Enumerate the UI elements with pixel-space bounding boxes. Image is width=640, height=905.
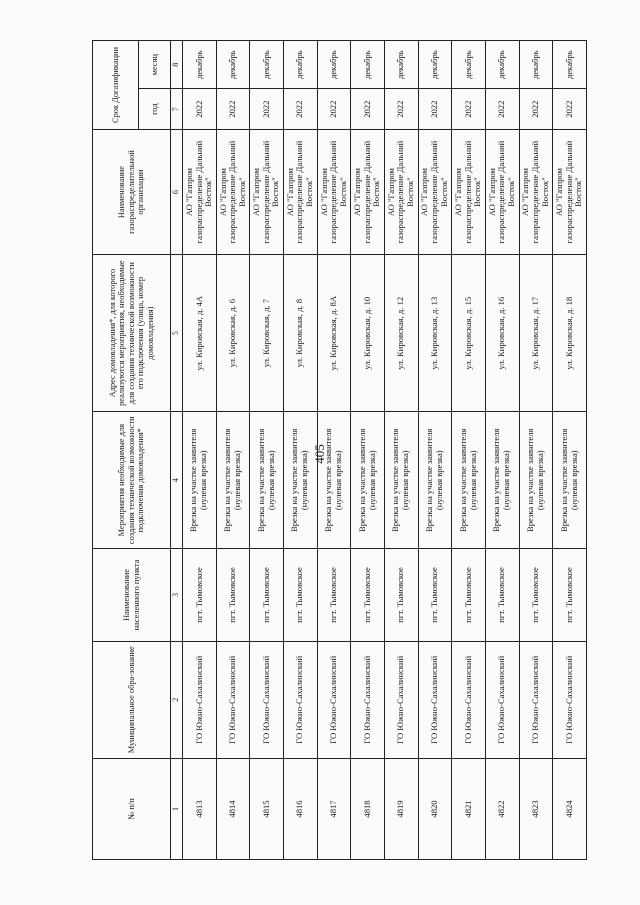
event-cell: Врезка на участке заявителя (нулевая врезка) [418, 412, 452, 549]
municipality-cell: ГО Южно-Сахалинский [519, 641, 553, 758]
settlement-cell: пгт. Тымовское [216, 549, 250, 641]
month-cell: декабрь [553, 41, 587, 89]
row-number: 4817 [317, 759, 351, 860]
event-cell: Врезка на участке заявителя (нулевая врезка) [384, 412, 418, 549]
settlement-cell: пгт. Тымовское [283, 549, 317, 641]
column-number: 6 [171, 130, 183, 255]
event-cell: Врезка на участке заявителя (нулевая врезка) [317, 412, 351, 549]
column-number: 7 [171, 89, 183, 130]
row-number: 4813 [183, 759, 217, 860]
settlement-cell: пгт. Тымовское [384, 549, 418, 641]
municipality-cell: ГО Южно-Сахалинский [452, 641, 486, 758]
address-cell: ул. Кировская, д. 15 [452, 255, 486, 412]
header-settlement: Наименование населенного пункта [93, 549, 171, 641]
organization-cell: АО "Газпром газораспределение Дальний Восток" [250, 130, 284, 255]
header-row [93, 41, 139, 860]
event-cell: Врезка на участке заявителя (нулевая врезка) [216, 412, 250, 549]
address-cell: ул. Кировская, д. 8А [317, 255, 351, 412]
table-row [384, 41, 418, 860]
year-cell: 2022 [216, 89, 250, 130]
table-row [485, 41, 519, 860]
month-cell: декабрь [418, 41, 452, 89]
year-cell: 2022 [519, 89, 553, 130]
organization-cell: АО "Газпром газораспределение Дальний Восток" [384, 130, 418, 255]
address-cell: ул. Кировская, д. 16 [485, 255, 519, 412]
settlement-cell: пгт. Тымовское [519, 549, 553, 641]
address-cell: ул. Кировская, д. 10 [351, 255, 385, 412]
header-event: Мероприятия необходимые для создания технической возможности подключения домовладения* [93, 412, 171, 549]
settlement-cell: пгт. Тымовское [485, 549, 519, 641]
organization-cell: АО "Газпром газораспределение Дальний Восток" [418, 130, 452, 255]
page-number: 405 [312, 444, 327, 464]
settlement-cell: пгт. Тымовское [553, 549, 587, 641]
year-cell: 2022 [452, 89, 486, 130]
month-cell: декабрь [384, 41, 418, 89]
column-number: 8 [171, 41, 183, 89]
address-cell: ул. Кировская, д. 6 [216, 255, 250, 412]
year-cell: 2022 [250, 89, 284, 130]
header-organization: Наименование газораспределительной организации [93, 130, 171, 255]
organization-cell: АО "Газпром газораспределение Дальний Восток" [485, 130, 519, 255]
settlement-cell: пгт. Тымовское [317, 549, 351, 641]
event-cell: Врезка на участке заявителя (нулевая врезка) [519, 412, 553, 549]
year-cell: 2022 [351, 89, 385, 130]
year-cell: 2022 [553, 89, 587, 130]
row-number: 4814 [216, 759, 250, 860]
table-row [317, 41, 351, 860]
header-num: № п/п [93, 759, 171, 860]
year-cell: 2022 [418, 89, 452, 130]
month-cell: декабрь [519, 41, 553, 89]
header-term: Срок Догазификации [93, 41, 139, 130]
year-cell: 2022 [384, 89, 418, 130]
municipality-cell: ГО Южно-Сахалинский [283, 641, 317, 758]
municipality-cell: ГО Южно-Сахалинский [485, 641, 519, 758]
address-cell: ул. Кировская, д. 13 [418, 255, 452, 412]
municipality-cell: ГО Южно-Сахалинский [553, 641, 587, 758]
municipality-cell: ГО Южно-Сахалинский [351, 641, 385, 758]
row-number: 4818 [351, 759, 385, 860]
organization-cell: АО "Газпром газораспределение Дальний Восток" [216, 130, 250, 255]
event-cell: Врезка на участке заявителя (нулевая врезка) [283, 412, 317, 549]
month-cell: декабрь [452, 41, 486, 89]
event-cell: Врезка на участке заявителя (нулевая врезка) [250, 412, 284, 549]
year-cell: 2022 [317, 89, 351, 130]
table-row [250, 41, 284, 860]
organization-cell: АО "Газпром газораспределение Дальний Восток" [519, 130, 553, 255]
municipality-cell: ГО Южно-Сахалинский [250, 641, 284, 758]
address-cell: ул. Кировская, д. 12 [384, 255, 418, 412]
row-number: 4819 [384, 759, 418, 860]
event-cell: Врезка на участке заявителя (нулевая врезка) [183, 412, 217, 549]
year-cell: 2022 [283, 89, 317, 130]
month-cell: декабрь [283, 41, 317, 89]
column-number: 5 [171, 255, 183, 412]
month-cell: декабрь [183, 41, 217, 89]
table-body [183, 41, 587, 860]
municipality-cell: ГО Южно-Сахалинский [418, 641, 452, 758]
table-row [183, 41, 217, 860]
table-row [283, 41, 317, 860]
organization-cell: АО "Газпром газораспределение Дальний Восток" [317, 130, 351, 255]
row-number: 4823 [519, 759, 553, 860]
address-cell: ул. Кировская, д. 4А [183, 255, 217, 412]
row-number: 4815 [250, 759, 284, 860]
year-cell: 2022 [183, 89, 217, 130]
municipality-cell: ГО Южно-Сахалинский [384, 641, 418, 758]
municipality-cell: ГО Южно-Сахалинский [216, 641, 250, 758]
month-cell: декабрь [250, 41, 284, 89]
column-number: 4 [171, 412, 183, 549]
settlement-cell: пгт. Тымовское [250, 549, 284, 641]
address-cell: ул. Кировская, д. 18 [553, 255, 587, 412]
rotated-page [92, 40, 587, 860]
column-number: 2 [171, 641, 183, 758]
column-numbers-row [171, 41, 183, 860]
table-row [553, 41, 587, 860]
event-cell: Врезка на участке заявителя (нулевая врезка) [553, 412, 587, 549]
address-cell: ул. Кировская, д. 17 [519, 255, 553, 412]
row-number: 4816 [283, 759, 317, 860]
row-number: 4821 [452, 759, 486, 860]
month-cell: декабрь [351, 41, 385, 89]
organization-cell: АО "Газпром газораспределение Дальний Восток" [452, 130, 486, 255]
organization-cell: АО "Газпром газораспределение Дальний Восток" [183, 130, 217, 255]
settlement-cell: пгт. Тымовское [351, 549, 385, 641]
table-row [351, 41, 385, 860]
municipality-cell: ГО Южно-Сахалинский [317, 641, 351, 758]
month-cell: декабрь [317, 41, 351, 89]
column-number: 1 [171, 759, 183, 860]
header-address: Адрес домовладения*, для которого реализуются мероприятия, необходимые для создания технической возможности его подключения (улица, номер домовладения) [93, 255, 171, 412]
table-row [519, 41, 553, 860]
organization-cell: АО "Газпром газораспределение Дальний Восток" [351, 130, 385, 255]
address-cell: ул. Кировская, д. 8 [283, 255, 317, 412]
settlement-cell: пгт. Тымовское [183, 549, 217, 641]
table-row [418, 41, 452, 860]
event-cell: Врезка на участке заявителя (нулевая врезка) [452, 412, 486, 549]
column-number: 3 [171, 549, 183, 641]
row-number: 4822 [485, 759, 519, 860]
header-year: год [139, 89, 171, 130]
table-row [452, 41, 486, 860]
organization-cell: АО "Газпром газораспределение Дальний Восток" [553, 130, 587, 255]
row-number: 4820 [418, 759, 452, 860]
year-cell: 2022 [485, 89, 519, 130]
header-municipality: Муниципальное обра-зование [93, 641, 171, 758]
settlement-cell: пгт. Тымовское [418, 549, 452, 641]
header-month: месяц [139, 41, 171, 89]
municipality-cell: ГО Южно-Сахалинский [183, 641, 217, 758]
address-cell: ул. Кировская, д. 7 [250, 255, 284, 412]
table-row [216, 41, 250, 860]
settlement-cell: пгт. Тымовское [452, 549, 486, 641]
month-cell: декабрь [485, 41, 519, 89]
gasification-table [92, 40, 587, 860]
row-number: 4824 [553, 759, 587, 860]
event-cell: Врезка на участке заявителя (нулевая врезка) [485, 412, 519, 549]
event-cell: Врезка на участке заявителя (нулевая врезка) [351, 412, 385, 549]
organization-cell: АО "Газпром газораспределение Дальний Восток" [283, 130, 317, 255]
month-cell: декабрь [216, 41, 250, 89]
